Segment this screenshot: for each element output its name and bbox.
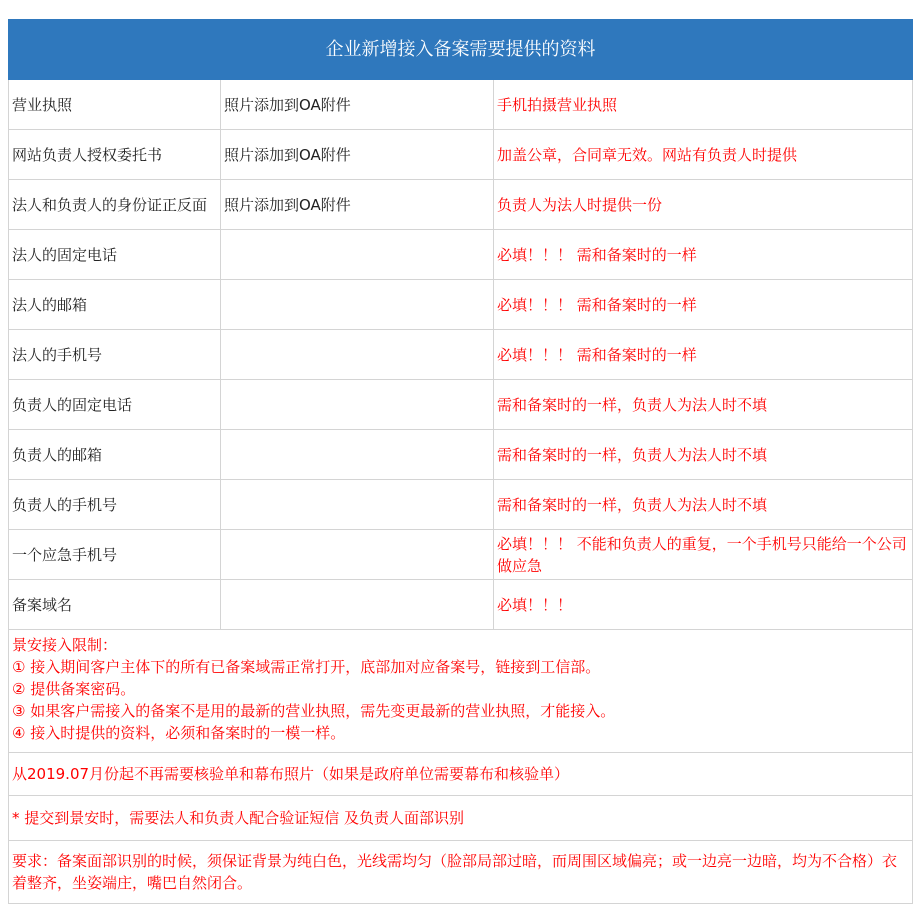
requirements-sheet <box>8 19 913 904</box>
method-cell <box>221 280 494 330</box>
table-row <box>9 230 913 280</box>
note-cell: 负责人为法人时提供一份 <box>494 180 913 230</box>
item-cell: 负责人的手机号 <box>9 480 221 530</box>
item-cell: 备案域名 <box>9 580 221 630</box>
item-cell: 负责人的固定电话 <box>9 380 221 430</box>
title-row <box>9 20 913 80</box>
page-title: 企业新增接入备案需要提供的资料 <box>9 20 913 80</box>
notice-2019-row <box>9 753 913 796</box>
restriction-item: ① 接入期间客户主体下的所有已备案域需正常打开，底部加对应备案号，链接到工信部。 <box>12 658 601 676</box>
restriction-item: ③ 如果客户需接入的备案不是用的最新的营业执照，需先变更最新的营业执照，才能接入。 <box>12 702 616 720</box>
notice-verify-row <box>9 796 913 841</box>
notice-requirement: 要求：备案面部识别的时候，须保证背景为纯白色，光线需均匀（脸部局部过暗，而周围区域偏亮；或一边亮一边暗，均为不合格）衣着整齐，坐姿端庄，嘴巴自然闭合。 <box>9 841 913 904</box>
table-row <box>9 580 913 630</box>
method-cell: 照片添加到OA附件 <box>221 130 494 180</box>
table-row <box>9 180 913 230</box>
table-row <box>9 130 913 180</box>
restriction-item: ② 提供备案密码。 <box>12 680 136 698</box>
item-cell: 负责人的邮箱 <box>9 430 221 480</box>
item-cell: 法人的手机号 <box>9 330 221 380</box>
table-row <box>9 430 913 480</box>
note-cell: 必填！！！ 不能和负责人的重复，一个手机号只能给一个公司做应急 <box>494 530 913 580</box>
item-cell: 网站负责人授权委托书 <box>9 130 221 180</box>
method-cell <box>221 580 494 630</box>
method-cell: 照片添加到OA附件 <box>221 80 494 130</box>
table-row <box>9 280 913 330</box>
table-row <box>9 330 913 380</box>
table-row <box>9 380 913 430</box>
table-row <box>9 480 913 530</box>
note-cell: 需和备案时的一样，负责人为法人时不填 <box>494 430 913 480</box>
restriction-item: ④ 接入时提供的资料，必须和备案时的一模一样。 <box>12 724 346 742</box>
requirements-table <box>8 19 913 904</box>
method-cell <box>221 330 494 380</box>
note-cell: 必填！！！ 需和备案时的一样 <box>494 280 913 330</box>
method-cell <box>221 480 494 530</box>
note-cell: 必填！！！ <box>494 580 913 630</box>
table-row <box>9 80 913 130</box>
method-cell <box>221 430 494 480</box>
method-cell: 照片添加到OA附件 <box>221 180 494 230</box>
item-cell: 一个应急手机号 <box>9 530 221 580</box>
restrictions-block <box>9 630 913 753</box>
method-cell <box>221 530 494 580</box>
notice-requirement-row <box>9 841 913 904</box>
restrictions-heading: 景安接入限制： <box>12 636 118 654</box>
note-cell: 必填！！！ 需和备案时的一样 <box>494 330 913 380</box>
note-cell: 需和备案时的一样，负责人为法人时不填 <box>494 480 913 530</box>
item-cell: 营业执照 <box>9 80 221 130</box>
table-row <box>9 530 913 580</box>
item-cell: 法人和负责人的身份证正反面 <box>9 180 221 230</box>
method-cell <box>221 380 494 430</box>
note-cell: 加盖公章，合同章无效。网站有负责人时提供 <box>494 130 913 180</box>
restrictions-row <box>9 630 913 753</box>
note-cell: 需和备案时的一样，负责人为法人时不填 <box>494 380 913 430</box>
notice-2019: 从2019.07月份起不再需要核验单和幕布照片（如果是政府单位需要幕布和核验单） <box>9 753 913 796</box>
notice-verify: * 提交到景安时，需要法人和负责人配合验证短信 及负责人面部识别 <box>9 796 913 841</box>
method-cell <box>221 230 494 280</box>
note-cell: 手机拍摄营业执照 <box>494 80 913 130</box>
item-cell: 法人的固定电话 <box>9 230 221 280</box>
note-cell: 必填！！！ 需和备案时的一样 <box>494 230 913 280</box>
item-cell: 法人的邮箱 <box>9 280 221 330</box>
